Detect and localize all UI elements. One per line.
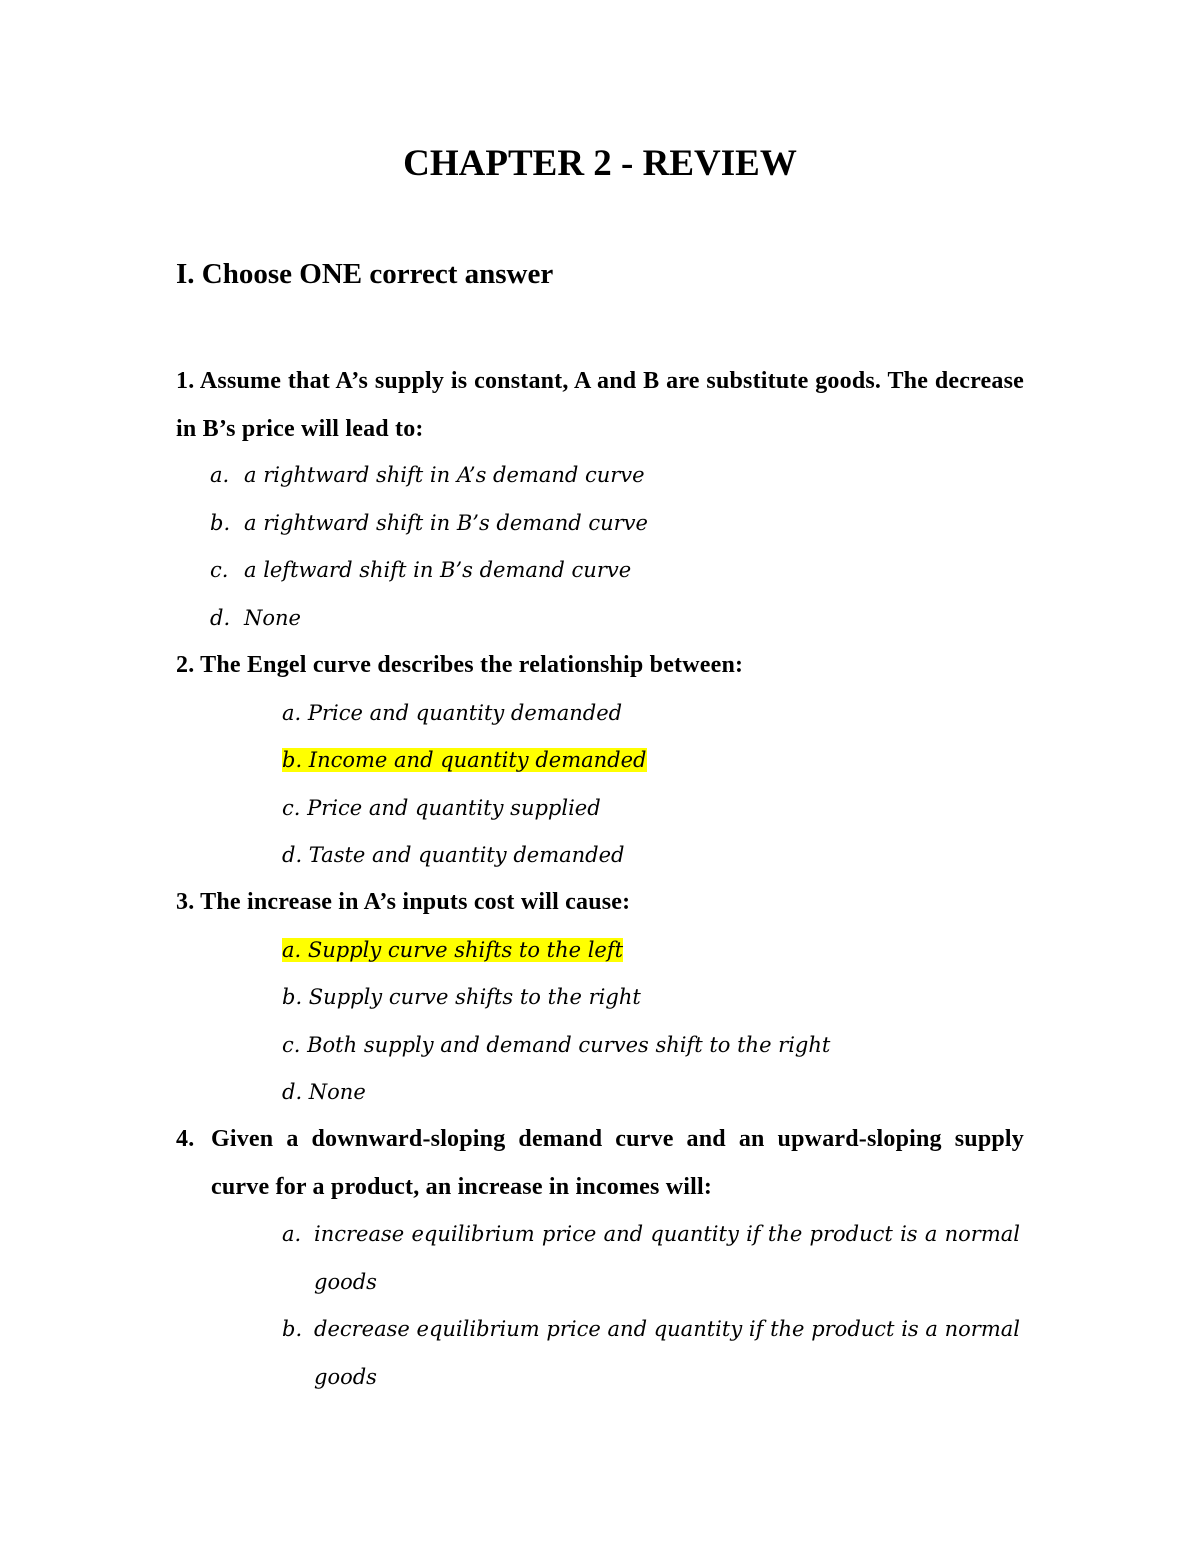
highlighted-answer: b. Income and quantity demanded — [282, 748, 647, 772]
option-text: a rightward shift in B’s demand curve — [244, 511, 648, 535]
option-text: c. Both supply and demand curves shift to the right — [282, 1033, 831, 1057]
question-2-option-d — [282, 832, 624, 880]
question-4-option-b — [282, 1306, 1020, 1401]
question-3-option-b — [282, 974, 641, 1022]
question-1-option-a — [210, 452, 645, 500]
question-1-option-d — [210, 595, 301, 643]
option-text: a. Price and quantity demanded — [282, 701, 623, 725]
option-text: decrease equilibrium price and quantity if the product is a normal goods — [314, 1317, 1020, 1389]
option-label: d. — [210, 606, 231, 630]
option-label: c. — [210, 558, 229, 582]
question-3-option-c — [282, 1022, 830, 1070]
question-4-option-a — [282, 1211, 1020, 1306]
option-text: a rightward shift in A’s demand curve — [244, 463, 645, 487]
question-1-text: 1. Assume that A’s supply is constant, A and B are substitute goods. The decrease in B’s price will lead to: — [176, 368, 1024, 442]
option-text: a leftward shift in B’s demand curve — [244, 558, 632, 582]
question-3-option-d — [282, 1069, 366, 1117]
option-text: c. Price and quantity supplied — [282, 796, 601, 820]
section-heading: I. Choose ONE correct answer — [176, 258, 554, 290]
question-number: 4. — [176, 1126, 195, 1152]
question-2-option-a — [282, 690, 622, 738]
option-text: d. None — [282, 1080, 366, 1104]
highlighted-answer: a. Supply curve shifts to the left — [282, 938, 624, 962]
question-3-text: 3. The increase in A’s inputs cost will cause: — [176, 889, 631, 915]
question-2-text: 2. The Engel curve describes the relationship between: — [176, 652, 744, 678]
question-4 — [176, 1116, 1024, 1211]
question-1-option-b — [210, 500, 648, 548]
page-title: CHAPTER 2 - REVIEW — [403, 143, 797, 184]
question-1-option-c — [210, 547, 631, 595]
question-2-option-c — [282, 785, 601, 833]
question-3-option-a — [282, 927, 623, 975]
option-text: increase equilibrium price and quantity if the product is a normal goods — [314, 1222, 1020, 1294]
option-text: None — [244, 606, 301, 630]
option-label: b. — [210, 511, 231, 535]
question-2-option-b — [282, 737, 647, 785]
question-4-text: Given a downward-sloping demand curve and an upward-sloping supply curve for a product, an increase in incomes will: — [211, 1126, 1024, 1200]
option-text: d. Taste and quantity demanded — [282, 843, 625, 867]
option-text: b. Supply curve shifts to the right — [282, 985, 641, 1009]
option-label: a. — [210, 463, 230, 487]
option-label: b. — [282, 1317, 303, 1341]
option-label: a. — [282, 1222, 302, 1246]
